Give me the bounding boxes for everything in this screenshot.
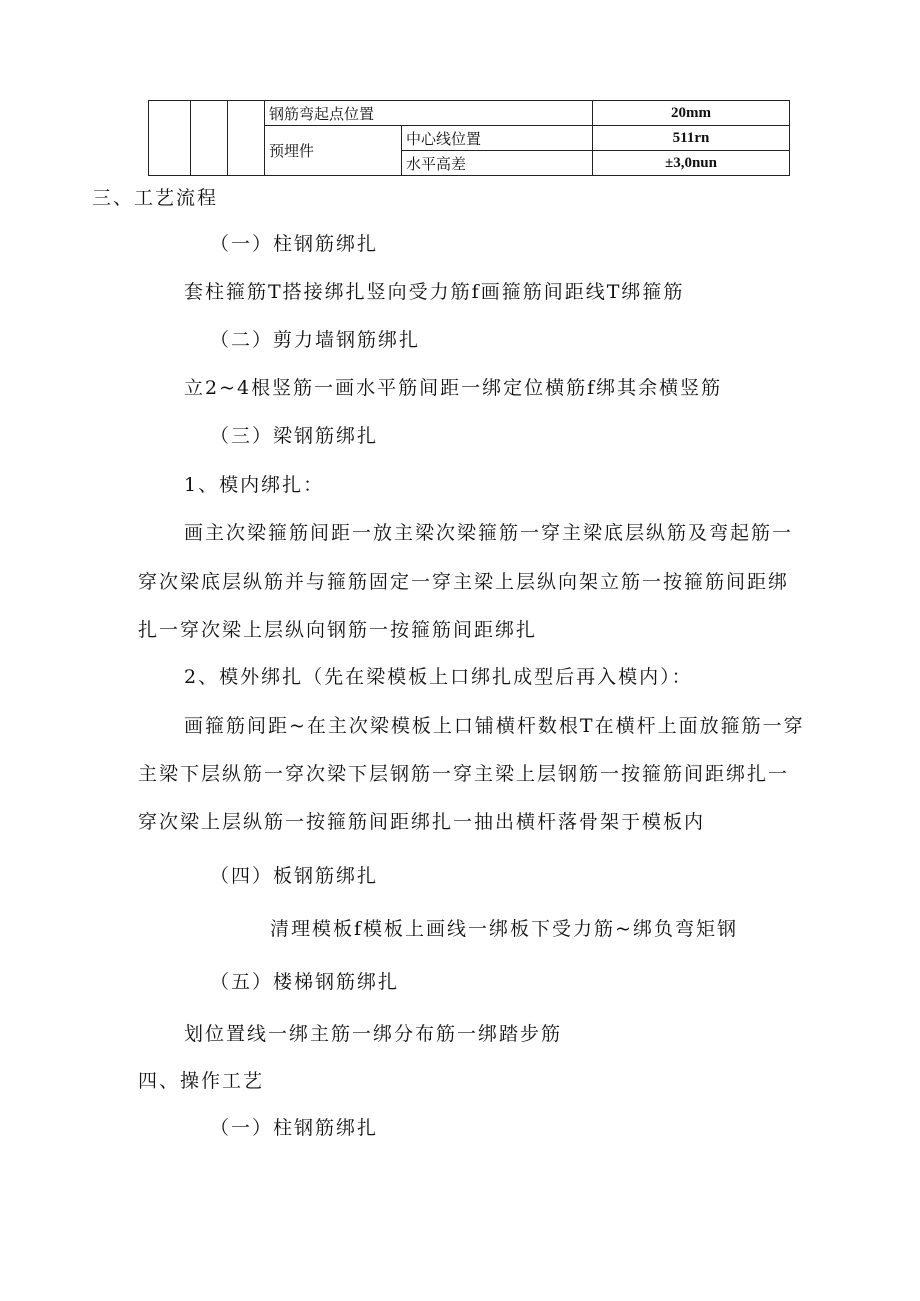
flow-text: 画主次梁箍筋间距一放主梁次梁箍筋一穿主梁底层纵筋及弯起筋一 <box>184 522 794 544</box>
table-cell-item: 预埋件 <box>265 126 402 176</box>
subsection-heading: （三）梁钢筋绑扎 <box>210 425 379 447</box>
subsection-heading: （五）楼梯钢筋绑扎 <box>210 971 400 993</box>
table-cell-value: 20mm <box>593 101 790 126</box>
subsection-heading: （一）柱钢筋绑扎 <box>210 1117 379 1139</box>
empty-cell <box>149 101 191 176</box>
subsection-heading: （二）剪力墙钢筋绑扎 <box>210 329 421 351</box>
table-cell-sub: 中心线位置 <box>402 126 593 151</box>
table-cell-item: 钢筋弯起点位置 <box>265 101 593 126</box>
empty-cell <box>228 101 265 176</box>
flow-text: 画箍筋间距~在主次梁模板上口铺横杆数根T在横杆上面放箍筋一穿 <box>184 715 805 737</box>
table-cell-value: 511rn <box>593 126 790 151</box>
flow-text: 主梁下层纵筋一穿次梁下层钢筋一穿主梁上层钢筋一按箍筋间距绑扎一 <box>138 763 790 785</box>
subsection-heading: （四）板钢筋绑扎 <box>210 865 379 887</box>
empty-cell <box>191 101 228 176</box>
flow-text: 立2~4根竖筋一画水平筋间距一绑定位横筋f绑其余横竖筋 <box>184 377 723 399</box>
sub-item-heading: 1、模内绑扎： <box>184 474 325 496</box>
sub-item-heading: 2、模外绑扎（先在梁模板上口绑扎成型后再入模内）： <box>184 666 693 688</box>
flow-text: 穿次梁底层纵筋并与箍筋固定一穿主梁上层纵向架立筋一按箍筋间距绑 <box>138 571 790 593</box>
section-heading: 三、工艺流程 <box>92 187 219 209</box>
table-row <box>149 101 790 126</box>
flow-text: 套柱箍筋T搭接绑扎竖向受力筋f画箍筋间距线T绑箍筋 <box>184 281 685 303</box>
flow-text: 划位置线一绑主筋一绑分布筋一绑踏步筋 <box>184 1023 563 1045</box>
section-heading: 四、操作工艺 <box>138 1070 265 1092</box>
flow-text: 穿次梁上层纵筋一按箍筋间距绑扎一抽出横杆落骨架于模板内 <box>138 811 706 833</box>
table-cell-sub: 水平高差 <box>402 151 593 176</box>
subsection-heading: （一）柱钢筋绑扎 <box>210 233 379 255</box>
flow-text: 清理模板f模板上画线一绑板下受力筋~绑负弯矩钢 <box>270 918 738 940</box>
table-cell-value: ±3,0nun <box>593 151 790 176</box>
tolerance-table <box>148 100 790 176</box>
flow-text: 扎一穿次梁上层纵向钢筋一按箍筋间距绑扎 <box>138 619 538 641</box>
